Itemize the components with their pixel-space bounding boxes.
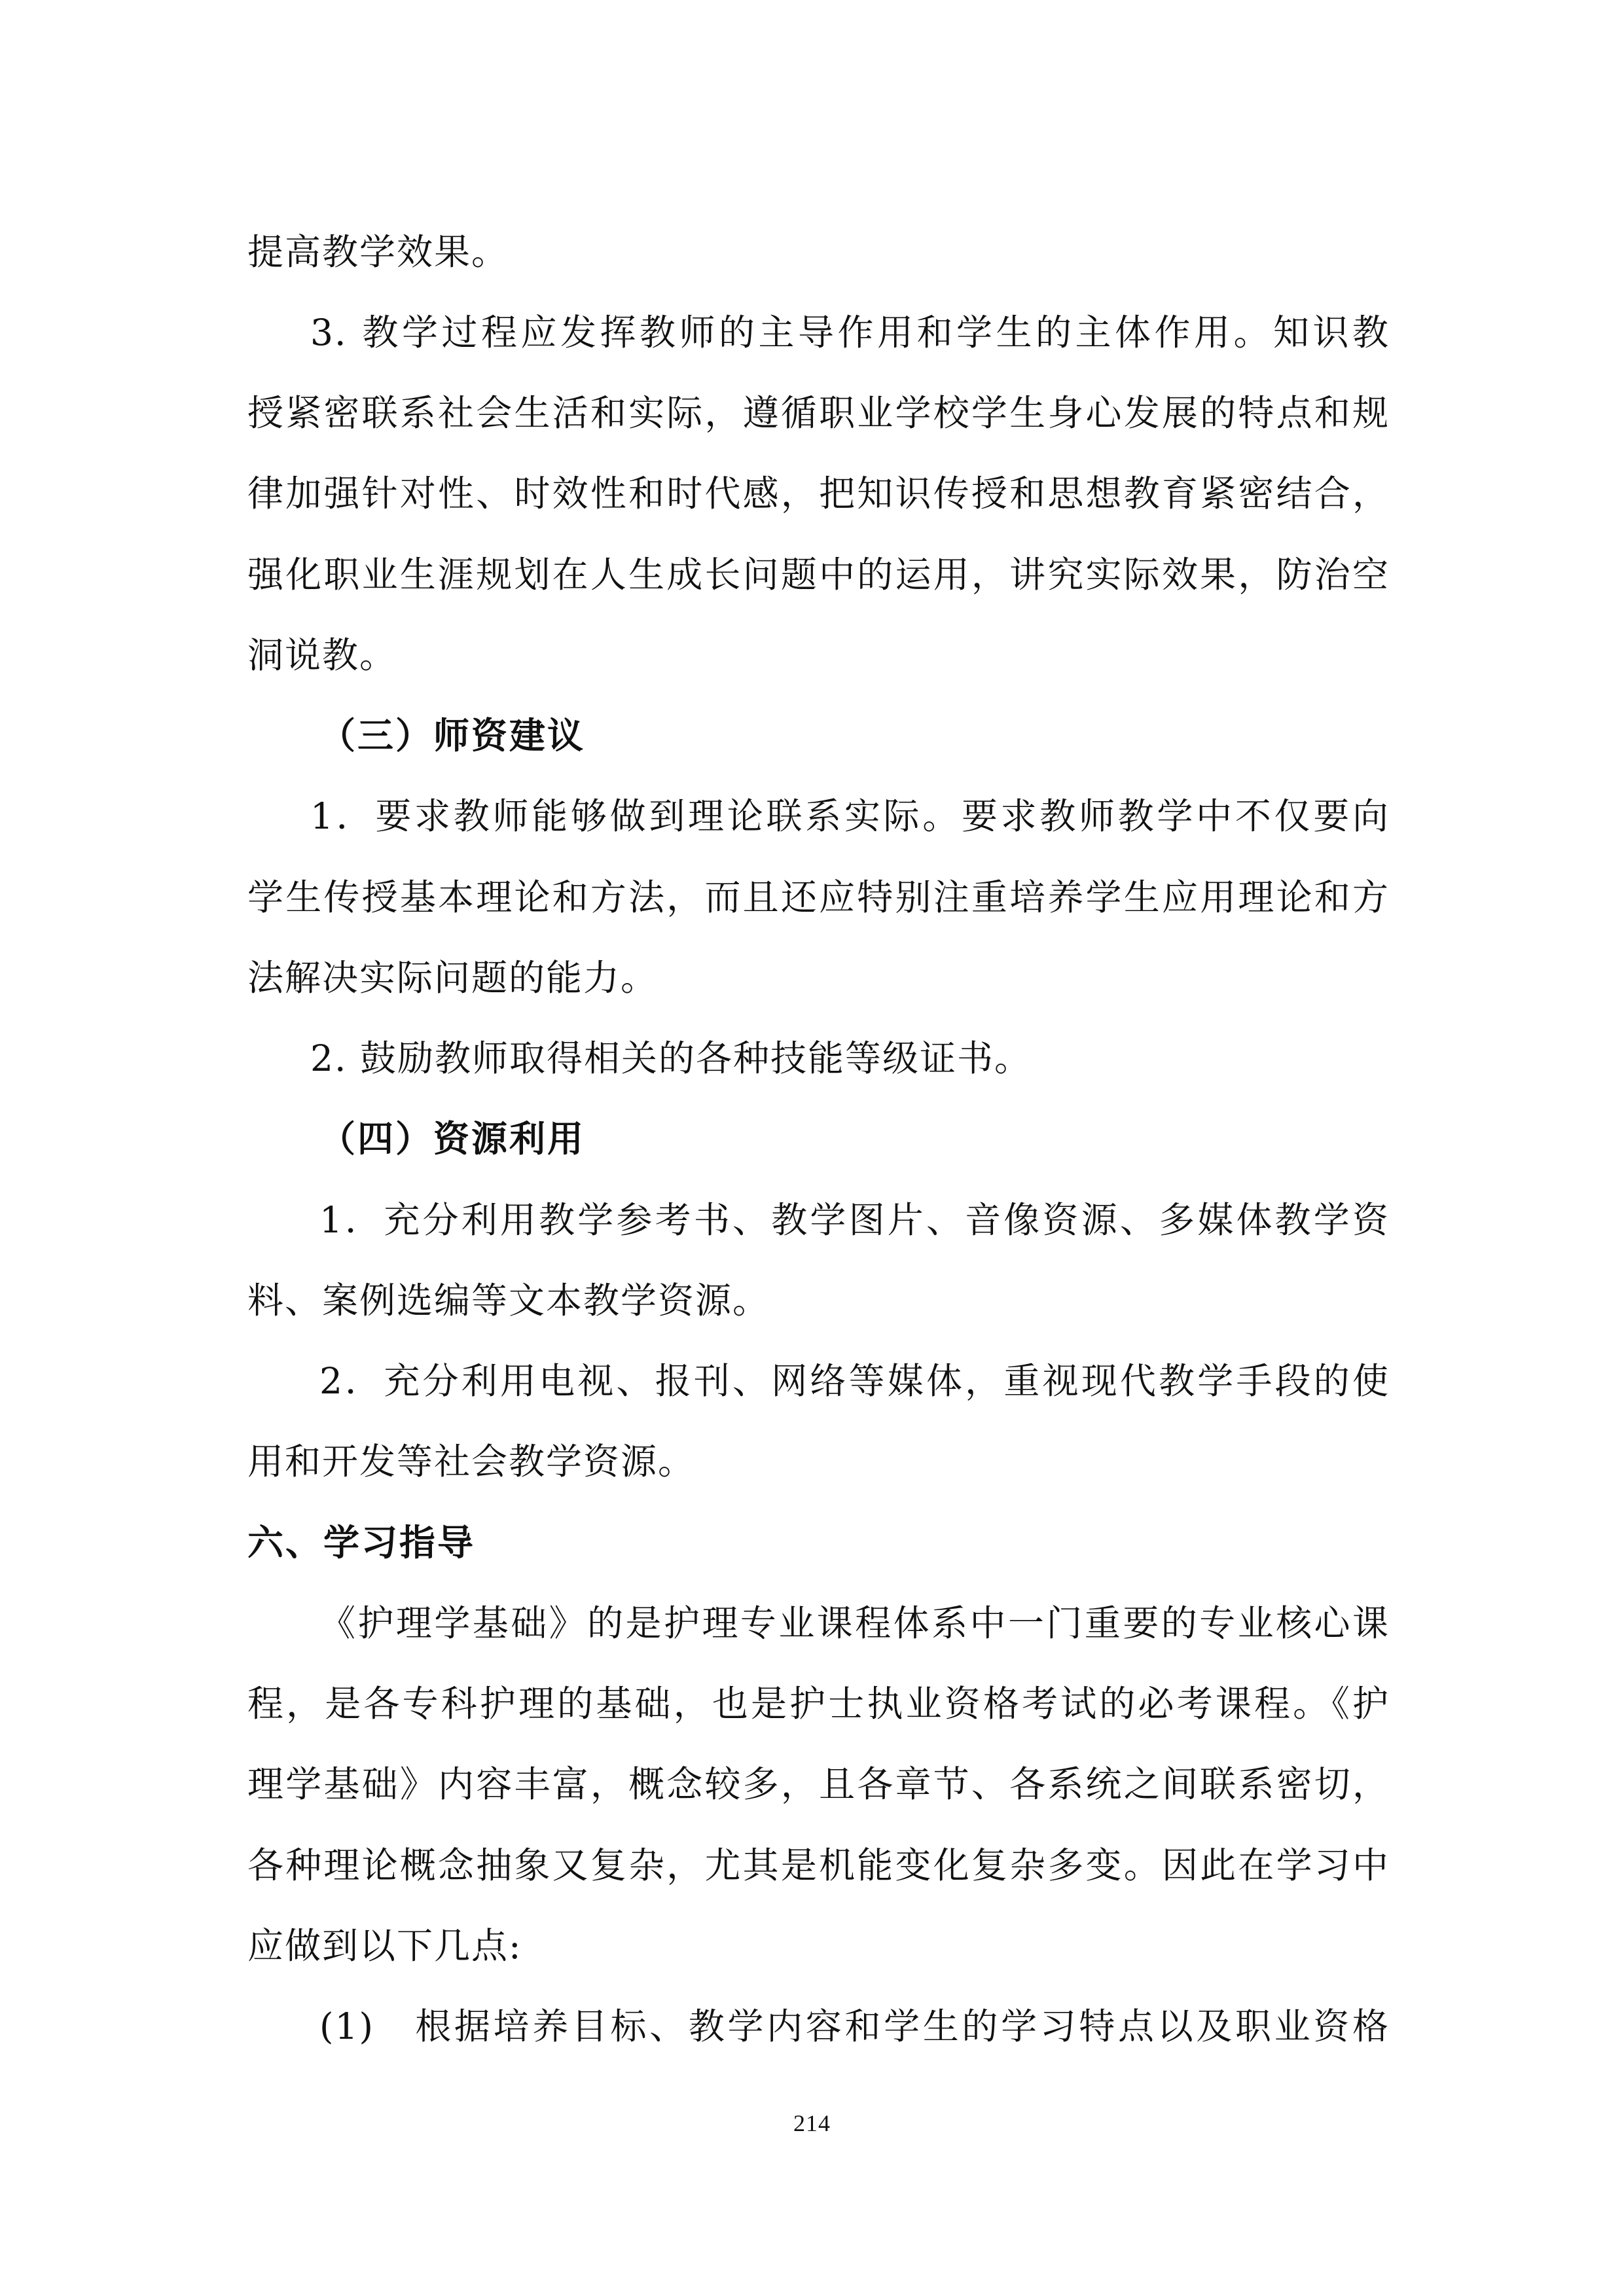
paragraph-line: 料、案例选编等文本教学资源。 xyxy=(247,1280,770,1321)
paragraph-line: 2．充分利用电视、报刊、网络等媒体，重视现代教学手段的使 xyxy=(319,1360,1390,1402)
paragraph-line: 法解决实际问题的能力。 xyxy=(247,957,659,999)
paragraph-line: 律加强针对性、时效性和时代感，把知识传授和思想教育紧密结合， xyxy=(247,473,1390,514)
paragraph-line: 3. 教学过程应发挥教师的主导作用和学生的主体作用。知识教 xyxy=(310,312,1390,353)
paragraph-line: 1．充分利用教学参考书、教学图片、音像资源、多媒体教学资 xyxy=(319,1199,1390,1241)
page-number: 214 xyxy=(793,2110,831,2136)
paragraph-line: 授紧密联系社会生活和实际，遵循职业学校学生身心发展的特点和规 xyxy=(247,392,1390,434)
chapter-heading: 六、学习指导 xyxy=(247,1522,476,1564)
section-heading: （四）资源利用 xyxy=(319,1118,586,1160)
paragraph-line: 学生传授基本理论和方法，而且还应特别注重培养学生应用理论和方 xyxy=(247,876,1390,918)
paragraph-line: 各种理论概念抽象又复杂，尤其是机能变化复杂多变。因此在学习中 xyxy=(247,1844,1390,1886)
paragraph-line: 《护理学基础》的是护理专业课程体系中一门重要的专业核心课 xyxy=(319,1602,1390,1644)
paragraph-line: 洞说教。 xyxy=(247,634,397,676)
paragraph-line: 用和开发等社会教学资源。 xyxy=(247,1441,696,1482)
paragraph-line: 应做到以下几点: xyxy=(247,1925,522,1967)
paragraph-line: (1) 根据培养目标、教学内容和学生的学习特点以及职业资格 xyxy=(319,2005,1390,2047)
paragraph-line: 2. 鼓励教师取得相关的各种技能等级证书。 xyxy=(310,1037,1032,1079)
paragraph-line: 提高教学效果。 xyxy=(247,231,509,273)
paragraph-line: 程，是各专科护理的基础，也是护士执业资格考试的必考课程。《护 xyxy=(247,1683,1390,1725)
paragraph-line: 强化职业生涯规划在人生成长问题中的运用，讲究实际效果，防治空 xyxy=(247,554,1390,596)
paragraph-line: 1．要求教师能够做到理论联系实际。要求教师教学中不仅要向 xyxy=(310,795,1390,837)
paragraph-line: 理学基础》内容丰富，概念较多，且各章节、各系统之间联系密切， xyxy=(247,1763,1390,1805)
section-heading: （三）师资建议 xyxy=(319,715,586,757)
